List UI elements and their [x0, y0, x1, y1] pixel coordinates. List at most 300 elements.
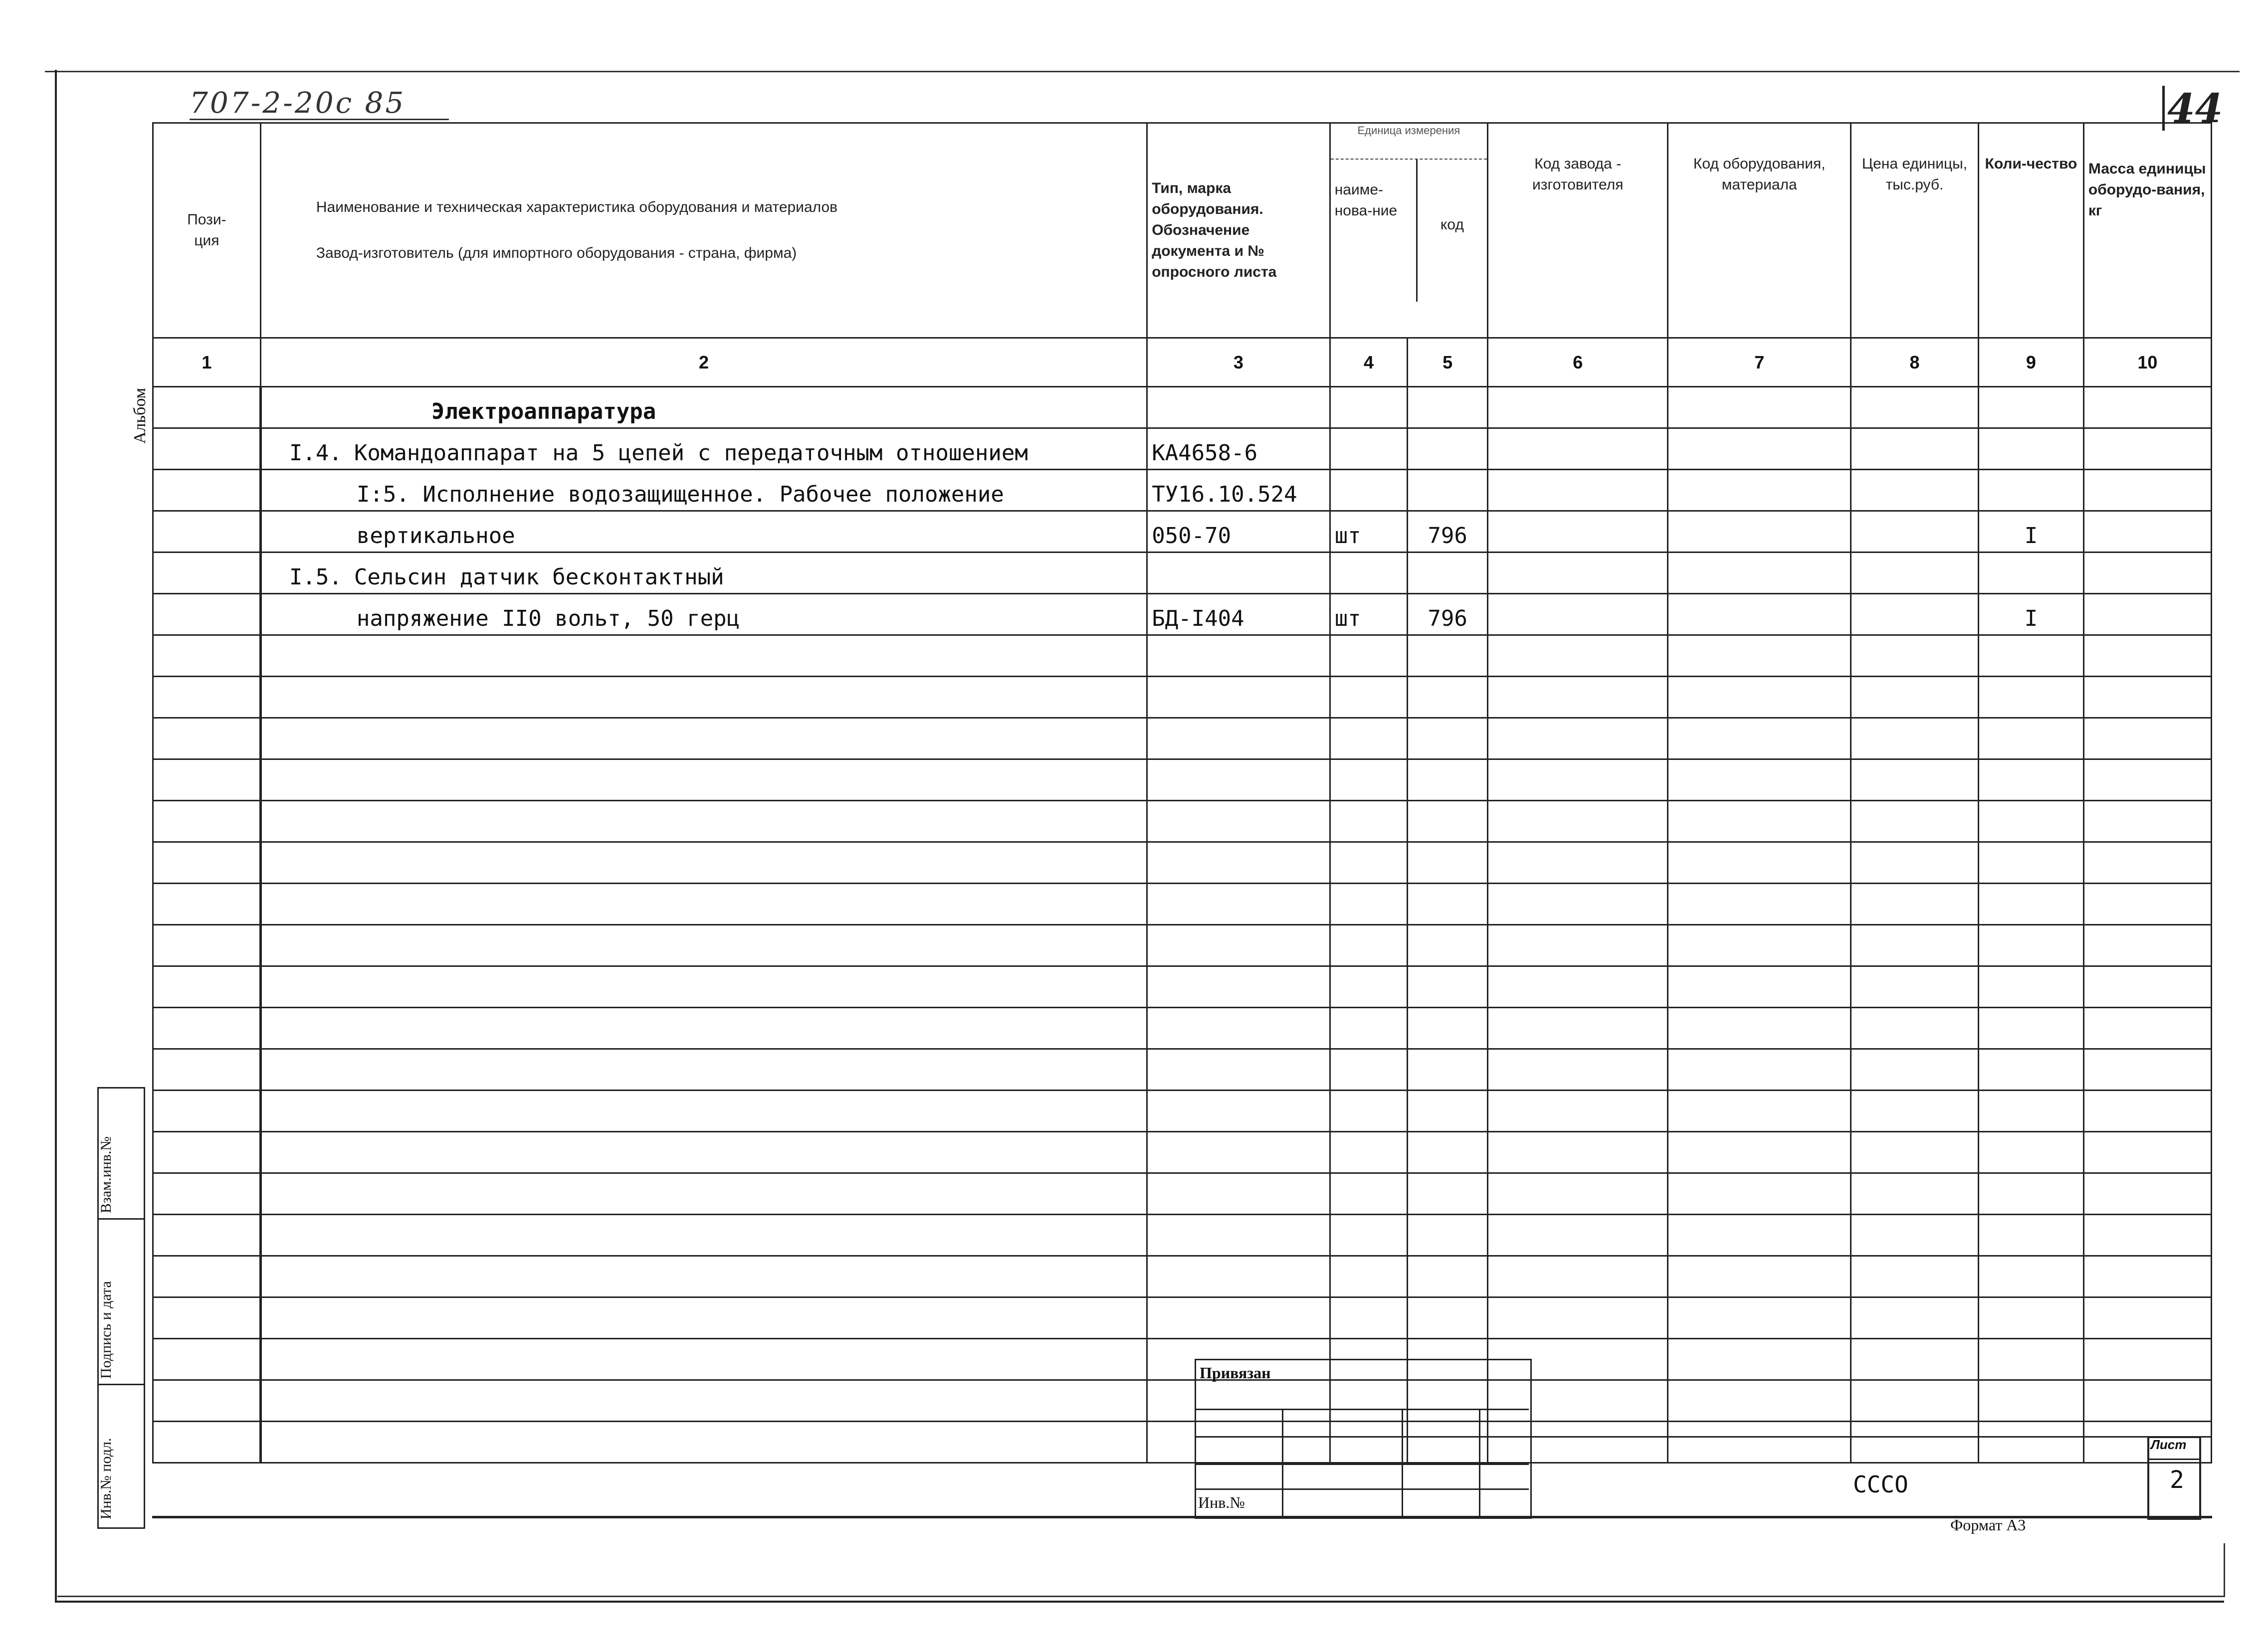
cell-col-4 — [1330, 842, 1408, 884]
cell-col-2 — [260, 1256, 1147, 1297]
cell-col-9 — [1979, 884, 2084, 925]
cell-col-8 — [1851, 1173, 1978, 1215]
cell-col-7 — [1668, 842, 1851, 884]
col-num-10: 10 — [2083, 338, 2211, 387]
cell-col-5 — [1408, 1132, 1488, 1173]
cell-col-8 — [1851, 387, 1978, 428]
col-num-8: 8 — [1851, 338, 1978, 387]
cell-col-4 — [1330, 759, 1408, 801]
cell-col-10 — [2083, 1132, 2211, 1173]
cell-col-7 — [1668, 884, 1851, 925]
cell-col-9 — [1979, 966, 2084, 1008]
cell-col-1 — [153, 718, 261, 759]
cell-col-6 — [1487, 428, 1667, 470]
cell-col-7 — [1668, 1049, 1851, 1091]
cell-col-3 — [1147, 1091, 1330, 1132]
cell-col-5 — [1408, 1049, 1488, 1091]
cell-col-5 — [1408, 801, 1488, 842]
cell-col-5 — [1408, 1173, 1488, 1215]
cell-col-3 — [1147, 1256, 1330, 1297]
cell-col-1 — [153, 801, 261, 842]
empty-table-row — [153, 1173, 2212, 1215]
cell-col-4 — [1330, 718, 1408, 759]
cell-col-10 — [2083, 387, 2211, 428]
cell-col-2 — [260, 1173, 1147, 1215]
cell-col-6 — [1487, 1215, 1667, 1256]
side-cell-replace — [99, 1089, 144, 1220]
cell-col-1 — [153, 842, 261, 884]
cell-col-4 — [1330, 1132, 1408, 1173]
cell-col-8 — [1851, 1091, 1978, 1132]
empty-table-row — [153, 1380, 2212, 1422]
cell-col-10 — [2083, 1297, 2211, 1339]
header-quantity: Коли-чество — [1979, 123, 2084, 338]
cell-col-5 — [1408, 552, 1488, 594]
cell-col-10 — [2083, 1380, 2211, 1422]
cell-col-2 — [260, 1422, 1147, 1463]
cell-col-2 — [260, 1049, 1147, 1091]
cell-col-2 — [260, 1008, 1147, 1049]
cell-col-4 — [1330, 552, 1408, 594]
empty-table-row — [153, 1049, 2212, 1091]
cell-col-10 — [2083, 470, 2211, 511]
cell-col-3 — [1147, 1132, 1330, 1173]
cell-col-8 — [1851, 759, 1978, 801]
cell-col-5 — [1408, 966, 1488, 1008]
header-name-line2: Завод-изготовитель (для импортного оборудования - страна, фирма) — [316, 245, 797, 261]
cell-col-3 — [1147, 635, 1330, 677]
cell-col-9 — [1979, 1256, 2084, 1297]
cell-col-7 — [1668, 925, 1851, 966]
cell-col-3: ТУ16.10.524 — [1147, 470, 1330, 511]
cell-col-6 — [1487, 594, 1667, 635]
cell-col-4 — [1330, 635, 1408, 677]
cell-col-4 — [1330, 966, 1408, 1008]
col-num-7: 7 — [1668, 338, 1851, 387]
cell-col-7 — [1668, 1091, 1851, 1132]
cell-col-8 — [1851, 594, 1978, 635]
cell-col-4 — [1330, 428, 1408, 470]
cell-col-4 — [1330, 1008, 1408, 1049]
sheet-box-divider — [2147, 1459, 2199, 1460]
cell-col-7 — [1668, 801, 1851, 842]
cell-col-1 — [153, 1132, 261, 1173]
cell-col-6 — [1487, 1132, 1667, 1173]
col-num-5: 5 — [1408, 338, 1488, 387]
cell-col-2 — [260, 925, 1147, 966]
header-mass: Масса единицы оборудо-вания, кг — [2083, 123, 2211, 338]
cell-col-9 — [1979, 759, 2084, 801]
cell-col-7 — [1668, 387, 1851, 428]
cell-col-2 — [260, 718, 1147, 759]
cell-col-9 — [1979, 635, 2084, 677]
table-row — [153, 470, 2212, 511]
cell-col-8 — [1851, 428, 1978, 470]
cell-col-7 — [1668, 428, 1851, 470]
cell-col-8 — [1851, 511, 1978, 552]
bound-stamp-divider — [1479, 1409, 1480, 1516]
cell-col-7 — [1668, 1297, 1851, 1339]
cell-col-10 — [2083, 1215, 2211, 1256]
cell-col-5 — [1408, 884, 1488, 925]
cell-col-10 — [2083, 1049, 2211, 1091]
cell-col-5 — [1408, 1215, 1488, 1256]
cell-col-3 — [1147, 387, 1330, 428]
item-name: Сельсин датчик бесконтактный — [354, 564, 724, 590]
cell-col-7 — [1668, 718, 1851, 759]
header-unit-name: наиме-нова-ние — [1331, 160, 1418, 302]
cell-col-7 — [1668, 1215, 1851, 1256]
cell-col-8 — [1851, 552, 1978, 594]
cell-col-4 — [1330, 925, 1408, 966]
col-num-2: 2 — [260, 338, 1147, 387]
cell-col-3 — [1147, 925, 1330, 966]
cell-col-10 — [2083, 884, 2211, 925]
cell-col-10 — [2083, 1091, 2211, 1132]
table-row — [153, 387, 2212, 428]
cell-col-8 — [1851, 801, 1978, 842]
cell-col-9 — [1979, 1173, 2084, 1215]
cell-col-8 — [1851, 842, 1978, 884]
cell-col-7 — [1668, 1132, 1851, 1173]
cell-col-2: I:5. Исполнение водозащищенное. Рабочее положение — [260, 470, 1147, 511]
cell-col-1 — [153, 1380, 261, 1422]
cell-col-6 — [1487, 552, 1667, 594]
cell-col-9 — [1979, 428, 2084, 470]
side-label-sign: Подпись и дата — [98, 1281, 114, 1379]
empty-table-row — [153, 1256, 2212, 1297]
cell-col-8 — [1851, 635, 1978, 677]
cell-col-9 — [1979, 842, 2084, 884]
cell-col-5: 796 — [1408, 511, 1488, 552]
cell-col-9 — [1979, 801, 2084, 842]
cell-col-9 — [1979, 925, 2084, 966]
cell-col-5 — [1408, 1297, 1488, 1339]
cell-col-10 — [2083, 1008, 2211, 1049]
cell-col-4 — [1330, 387, 1408, 428]
cell-col-1 — [153, 1049, 261, 1091]
cell-col-3 — [1147, 759, 1330, 801]
empty-table-row — [153, 925, 2212, 966]
cell-col-2 — [260, 966, 1147, 1008]
cell-col-9 — [1979, 387, 2084, 428]
cell-col-1 — [153, 552, 261, 594]
cell-col-1 — [153, 635, 261, 677]
cell-col-8 — [1851, 884, 1978, 925]
cell-col-9 — [1979, 1422, 2084, 1463]
page-bottom-rule — [57, 1596, 2225, 1597]
cell-col-6 — [1487, 842, 1667, 884]
cell-col-7 — [1668, 552, 1851, 594]
cell-col-6 — [1487, 925, 1667, 966]
cell-col-4: шт — [1330, 511, 1408, 552]
cell-col-7 — [1668, 966, 1851, 1008]
table-body — [153, 387, 2212, 1463]
cell-col-2 — [260, 1297, 1147, 1339]
cell-col-7 — [1668, 594, 1851, 635]
header-factory-code: Код завода - изготовителя — [1487, 123, 1667, 338]
cell-col-5: 796 — [1408, 594, 1488, 635]
cell-col-10 — [2083, 842, 2211, 884]
cell-col-9 — [1979, 1049, 2084, 1091]
cell-col-5 — [1408, 1091, 1488, 1132]
cell-col-5 — [1408, 470, 1488, 511]
cell-col-9 — [1979, 677, 2084, 718]
table-row — [153, 552, 2212, 594]
cell-col-4 — [1330, 1091, 1408, 1132]
cell-col-10 — [2083, 1339, 2211, 1380]
col-num-1: 1 — [153, 338, 261, 387]
cell-col-10 — [2083, 801, 2211, 842]
bound-label: Привязан — [1200, 1364, 1271, 1382]
cell-col-1 — [153, 1339, 261, 1380]
col-num-9: 9 — [1979, 338, 2084, 387]
cell-col-6 — [1487, 801, 1667, 842]
side-label-replace: Взам.инв.№ — [98, 1136, 114, 1213]
cell-col-10 — [2083, 677, 2211, 718]
cell-col-9 — [1979, 1297, 2084, 1339]
header-row — [153, 123, 2212, 338]
cell-col-3 — [1147, 718, 1330, 759]
cell-col-6 — [1487, 387, 1667, 428]
cell-col-3 — [1147, 884, 1330, 925]
cell-col-9 — [1979, 1091, 2084, 1132]
cell-col-10 — [2083, 925, 2211, 966]
side-stamp — [97, 1087, 145, 1529]
header-price: Цена единицы, тыс.руб. — [1851, 123, 1978, 338]
cell-col-9 — [1979, 552, 2084, 594]
col-num-4: 4 — [1330, 338, 1408, 387]
cell-col-1 — [153, 594, 261, 635]
column-number-row — [153, 338, 2212, 387]
cell-col-9 — [1979, 1008, 2084, 1049]
cell-col-5 — [1408, 718, 1488, 759]
empty-table-row — [153, 1132, 2212, 1173]
cell-col-3: КА4658-6 — [1147, 428, 1330, 470]
header-unit-subcols — [1331, 160, 1487, 302]
cell-col-10 — [2083, 594, 2211, 635]
empty-table-row — [153, 1008, 2212, 1049]
project-code: СССО — [1853, 1471, 1908, 1498]
cell-col-2 — [260, 842, 1147, 884]
cell-col-5 — [1408, 925, 1488, 966]
cell-col-3: 050-70 — [1147, 511, 1330, 552]
cell-col-10 — [2083, 1173, 2211, 1215]
cell-col-9: I — [1979, 511, 2084, 552]
empty-table-row — [153, 1215, 2212, 1256]
cell-col-7 — [1668, 1380, 1851, 1422]
cell-col-10 — [2083, 1256, 2211, 1297]
cell-col-3 — [1147, 1008, 1330, 1049]
cell-col-5 — [1408, 759, 1488, 801]
sheet-number: 44 — [2167, 85, 2223, 132]
cell-col-1 — [153, 1256, 261, 1297]
header-name — [260, 123, 1147, 338]
cell-col-9 — [1979, 470, 2084, 511]
cell-col-6 — [1487, 470, 1667, 511]
cell-col-6 — [1487, 511, 1667, 552]
header-unit-group — [1330, 123, 1487, 338]
side-cell-inv — [99, 1385, 144, 1524]
empty-table-row — [153, 1339, 2212, 1380]
cell-col-1 — [153, 966, 261, 1008]
cell-col-4 — [1330, 1256, 1408, 1297]
item-position: I.5. — [289, 564, 342, 590]
cell-col-9 — [1979, 1132, 2084, 1173]
side-cell-sign — [99, 1219, 144, 1385]
empty-table-row — [153, 842, 2212, 884]
empty-table-row — [153, 718, 2212, 759]
cell-col-2 — [260, 884, 1147, 925]
cell-col-8 — [1851, 966, 1978, 1008]
cell-col-3 — [1147, 842, 1330, 884]
table-row — [153, 511, 2212, 552]
cell-col-4 — [1330, 1049, 1408, 1091]
cell-col-7 — [1668, 635, 1851, 677]
cell-col-8 — [1851, 1049, 1978, 1091]
cell-col-7 — [1668, 1339, 1851, 1380]
document-code: 707-2-20с 85 — [190, 86, 406, 120]
cell-col-4 — [1330, 1215, 1408, 1256]
cell-col-6 — [1487, 884, 1667, 925]
cell-col-7 — [1668, 1422, 1851, 1463]
empty-table-row — [153, 966, 2212, 1008]
format-label: Формат А3 — [1950, 1516, 2026, 1534]
cell-col-6 — [1487, 677, 1667, 718]
cell-col-6 — [1487, 966, 1667, 1008]
cell-col-3: БД-I404 — [1147, 594, 1330, 635]
cell-col-2: Электроаппаратура — [260, 387, 1147, 428]
cell-col-3 — [1147, 1173, 1330, 1215]
cell-col-2 — [260, 677, 1147, 718]
cell-col-4 — [1330, 1173, 1408, 1215]
cell-col-5 — [1408, 842, 1488, 884]
cell-col-2 — [260, 428, 1147, 470]
cell-col-3 — [1147, 1297, 1330, 1339]
empty-table-row — [153, 1297, 2212, 1339]
cell-col-2 — [260, 1091, 1147, 1132]
document-code-underline — [190, 119, 449, 120]
bound-stamp-divider — [1402, 1409, 1403, 1516]
cell-col-7 — [1668, 470, 1851, 511]
cell-col-8 — [1851, 925, 1978, 966]
title-block-divider — [1529, 1436, 2212, 1438]
cell-col-3 — [1147, 1049, 1330, 1091]
item-position: I.4. — [289, 440, 342, 466]
cell-col-1 — [153, 759, 261, 801]
empty-table-row — [153, 677, 2212, 718]
album-label: Альбом — [131, 387, 149, 444]
cell-col-8 — [1851, 1297, 1978, 1339]
cell-col-9 — [1979, 718, 2084, 759]
cell-col-2 — [260, 1132, 1147, 1173]
cell-col-8 — [1851, 1339, 1978, 1380]
cell-col-8 — [1851, 1215, 1978, 1256]
empty-table-row — [153, 884, 2212, 925]
cell-col-1 — [153, 1008, 261, 1049]
cell-col-8 — [1851, 1380, 1978, 1422]
specification-table — [152, 122, 2212, 1464]
header-name-line1: Наименование и техническая характеристика оборудования и материалов — [316, 199, 838, 215]
item-name: Командоаппарат на 5 цепей с передаточным отношением — [354, 440, 1028, 466]
cell-col-6 — [1487, 1008, 1667, 1049]
title-block-bottom-rule — [152, 1516, 2212, 1518]
cell-col-9: I — [1979, 594, 2084, 635]
cell-col-10 — [2083, 966, 2211, 1008]
cell-col-6 — [1487, 1049, 1667, 1091]
inventory-label: Инв.№ — [1198, 1493, 1245, 1511]
cell-col-2: вертикальное — [260, 511, 1147, 552]
cell-col-10 — [2083, 511, 2211, 552]
cell-col-2 — [260, 552, 1147, 594]
cell-col-2 — [260, 1215, 1147, 1256]
cell-col-6 — [1487, 635, 1667, 677]
cell-col-2: напряжение II0 вольт, 50 герц — [260, 594, 1147, 635]
cell-col-1 — [153, 1297, 261, 1339]
cell-col-1 — [153, 1215, 261, 1256]
cell-col-9 — [1979, 1380, 2084, 1422]
cell-col-7 — [1668, 1173, 1851, 1215]
cell-col-5 — [1408, 428, 1488, 470]
cell-col-1 — [153, 925, 261, 966]
header-type: Тип, марка оборудования. Обозначение документа и № опросного листа — [1147, 123, 1330, 338]
empty-table-row — [153, 1091, 2212, 1132]
cell-col-8 — [1851, 718, 1978, 759]
side-label-inv: Инв.№ подл. — [98, 1438, 114, 1519]
page-right-rule — [2224, 1543, 2225, 1597]
cell-col-3 — [1147, 966, 1330, 1008]
cell-col-9 — [1979, 1215, 2084, 1256]
cell-col-8 — [1851, 470, 1978, 511]
cell-col-5 — [1408, 677, 1488, 718]
sheet-label: Лист — [2151, 1437, 2187, 1452]
empty-table-row — [153, 759, 2212, 801]
cell-col-4 — [1330, 884, 1408, 925]
col-num-6: 6 — [1487, 338, 1667, 387]
cell-col-3 — [1147, 677, 1330, 718]
header-equipment-code: Код оборудования, материала — [1668, 123, 1851, 338]
cell-col-4 — [1330, 470, 1408, 511]
cell-col-7 — [1668, 1008, 1851, 1049]
header-position: Пози- ция — [153, 123, 261, 338]
empty-table-row — [153, 801, 2212, 842]
cell-col-2 — [260, 801, 1147, 842]
cell-col-1 — [153, 1173, 261, 1215]
cell-col-7 — [1668, 759, 1851, 801]
cell-col-10 — [2083, 635, 2211, 677]
cell-col-8 — [1851, 1132, 1978, 1173]
cell-col-3 — [1147, 1215, 1330, 1256]
cell-col-6 — [1487, 1091, 1667, 1132]
cell-col-8 — [1851, 1256, 1978, 1297]
cell-col-7 — [1668, 511, 1851, 552]
cell-col-7 — [1668, 677, 1851, 718]
cell-col-5 — [1408, 1008, 1488, 1049]
cell-col-10 — [2083, 428, 2211, 470]
cell-col-1 — [153, 387, 261, 428]
cell-col-3 — [1147, 552, 1330, 594]
cell-col-1 — [153, 884, 261, 925]
cell-col-2 — [260, 1380, 1147, 1422]
cell-col-4 — [1330, 677, 1408, 718]
bound-stamp-divider — [1282, 1409, 1283, 1516]
cell-col-4: шт — [1330, 594, 1408, 635]
cell-col-2 — [260, 759, 1147, 801]
cell-col-6 — [1487, 1173, 1667, 1215]
cell-col-1 — [153, 677, 261, 718]
cell-col-10 — [2083, 552, 2211, 594]
sheet-value: 2 — [2170, 1466, 2184, 1494]
